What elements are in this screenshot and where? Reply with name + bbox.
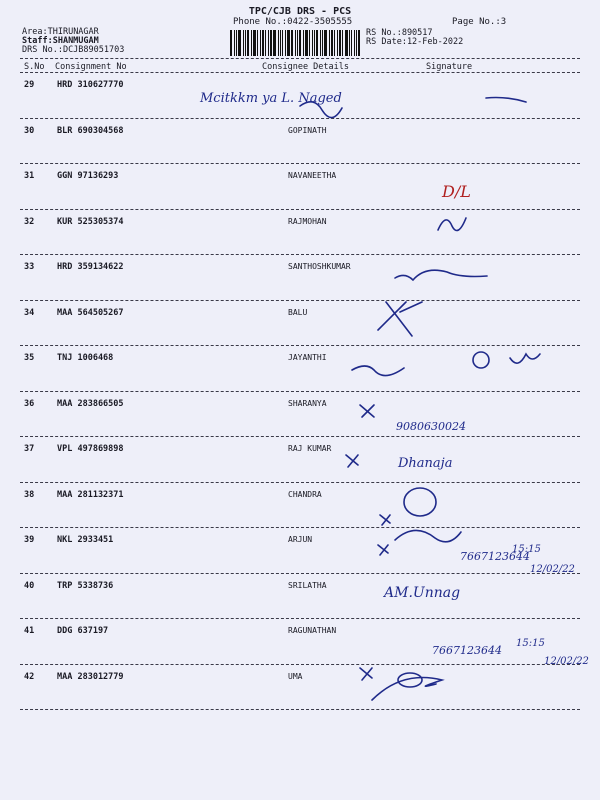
row-sno: 29 (24, 80, 35, 90)
rs-number: RS No.:890517 (366, 28, 433, 38)
barcode-bar (285, 30, 286, 56)
row-sno: 41 (24, 626, 35, 636)
col-consignment: Consignment No (55, 62, 127, 72)
row-divider (20, 118, 580, 119)
row-consignment: GGN 97136293 (57, 171, 119, 181)
barcode-bar (265, 30, 266, 56)
phone-number: Phone No.:0422-3505555 (233, 17, 353, 27)
row-consignment: NKL 2933451 (57, 535, 114, 545)
row-sno: 32 (24, 216, 35, 227)
barcode-bar (234, 30, 235, 56)
barcode-bar (329, 30, 330, 56)
row-consignment: MAA 283866505 (57, 398, 124, 409)
barcode-bar (314, 30, 316, 56)
col-signature: Signature (426, 62, 473, 72)
row-consignment: MAA 283012779 (57, 671, 124, 682)
barcode-bar (243, 30, 244, 56)
row-consignee-name: ARJUN (288, 535, 313, 544)
row-consignment: KUR 525305374 (57, 216, 124, 227)
barcode-bar (236, 30, 237, 56)
row-consignee-name: SANTHOSHKUMAR (288, 262, 351, 271)
row-divider (20, 664, 580, 665)
barcode-bar (358, 30, 360, 56)
col-consignee: Consignee Details (262, 62, 349, 72)
row-divider (20, 527, 580, 528)
sig-39-time: 15:15 (512, 544, 541, 555)
row-divider (20, 436, 580, 437)
barcode-bar (356, 30, 357, 56)
staff-value: :SHANMUGAM (47, 36, 99, 46)
barcode-bar (295, 30, 296, 56)
row-consignee-name: CHANDRA (288, 489, 322, 499)
row-divider (20, 163, 580, 164)
barcode-bar (303, 30, 304, 56)
row-sno: 39 (24, 535, 35, 545)
barcode (230, 30, 362, 56)
row-divider (20, 482, 580, 483)
barcode-bar (245, 30, 247, 56)
row-sno: 33 (24, 262, 35, 272)
row-consignee-name: GOPINATH (288, 125, 327, 135)
row-consignment: MAA 564505267 (57, 307, 124, 318)
sig-39-phone: 7667123644 (460, 550, 530, 563)
sig-37-name: Dhanaja (398, 456, 453, 471)
barcode-bar (320, 30, 321, 56)
barcode-bar (312, 30, 313, 56)
sig-41-phone: 7667123644 (432, 644, 502, 657)
barcode-bar (282, 30, 283, 56)
barcode-bar (268, 30, 269, 56)
drs-value: :DCJB89051703 (57, 45, 125, 55)
barcode-bar (260, 30, 261, 56)
row-divider (20, 391, 580, 392)
row-sno: 40 (24, 580, 35, 591)
row-consignment: HRD 359134622 (57, 262, 124, 272)
row-consignee-name: SHARANYA (288, 398, 327, 408)
row-consignment: DDG 637197 (57, 626, 109, 636)
barcode-bar (278, 30, 279, 56)
row-consignee-name: UMA (288, 671, 303, 681)
column-header-divider (20, 72, 580, 73)
row-consignment: TNJ 1006468 (57, 353, 114, 363)
barcode-bar (291, 30, 293, 56)
sig-41-time: 15:15 (516, 638, 545, 649)
row-sno: 42 (24, 671, 35, 682)
document-title: TPC/CJB DRS - PCS (248, 6, 352, 17)
barcode-bar (322, 30, 323, 56)
barcode-bar (354, 30, 355, 56)
barcode-bar (262, 30, 264, 56)
rs-date: RS Date:12-Feb-2022 (366, 37, 464, 47)
row-sno: 34 (24, 307, 35, 318)
row-sno: 35 (24, 353, 35, 363)
sig-39-date: 12/02/22 (530, 564, 575, 575)
row-consignment: BLR 690304568 (57, 125, 124, 136)
row-sno: 36 (24, 398, 35, 409)
barcode-bar (316, 30, 318, 56)
row-consignee-name: RAJ KUMAR (288, 444, 332, 453)
row-sno: 31 (24, 171, 35, 181)
barcode-bar (270, 30, 272, 56)
row-divider (20, 573, 580, 574)
header-divider (20, 58, 580, 59)
barcode-bar (349, 30, 350, 56)
col-sno: S.No (24, 62, 45, 72)
barcode-bar (299, 30, 301, 56)
row-consignment: TRP 5338736 (57, 580, 114, 591)
row-consignee-name: RAGUNATHAN (288, 626, 337, 635)
barcode-bar (247, 30, 249, 56)
sig-36-phone: 9080630024 (396, 420, 466, 433)
delivered-stamp: D/L (442, 182, 471, 201)
row-consignment: HRD 310627770 (57, 80, 124, 90)
sig-40-text: AM.Unnag (384, 585, 461, 601)
area-label: Area (22, 27, 43, 37)
barcode-bar (251, 30, 252, 56)
row-sno: 37 (24, 444, 35, 454)
sig-41-date: 12/02/22 (544, 656, 589, 667)
row-consignee-name: RAJMOHAN (288, 216, 327, 226)
barcode-bar (339, 30, 341, 56)
barcode-bar (238, 30, 241, 56)
barcode-bar (280, 30, 282, 56)
barcode-bar (351, 30, 353, 56)
barcode-bar (324, 30, 327, 56)
barcode-bar (342, 30, 343, 56)
barcode-bar (253, 30, 256, 56)
barcode-bar (331, 30, 333, 56)
barcode-bar (345, 30, 348, 56)
barcode-bar (230, 30, 232, 56)
staff-label: Staff (22, 36, 48, 46)
drs-line (22, 46, 124, 55)
row-consignment: VPL 497869898 (57, 444, 124, 454)
row-consignee-name: JAYANTHI (288, 353, 327, 362)
area-value: :THIRUNAGAR (42, 27, 99, 37)
barcode-bar (297, 30, 298, 56)
row-consignee-name: NAVANEETHA (288, 171, 337, 180)
row-divider (20, 618, 580, 619)
sig-29-text: Mcitkkm ya L. Naged (200, 91, 342, 106)
row-divider (20, 254, 580, 255)
barcode-bar (257, 30, 258, 56)
barcode-bar (309, 30, 310, 56)
barcode-bar (337, 30, 338, 56)
row-sno: 38 (24, 489, 35, 500)
barcode-bar (334, 30, 335, 56)
page-number: Page No.:3 (452, 17, 507, 27)
row-consignment: MAA 281132371 (57, 489, 124, 500)
barcode-bar (273, 30, 276, 56)
drs-label: DRS No. (22, 45, 58, 55)
row-divider (20, 709, 580, 710)
row-divider (20, 345, 580, 346)
barcode-bar (287, 30, 290, 56)
row-consignee-name: SRILATHA (288, 580, 327, 590)
barcode-bar (305, 30, 308, 56)
row-consignee-name: BALU (288, 307, 308, 317)
row-divider (20, 300, 580, 301)
row-divider (20, 209, 580, 210)
row-sno: 30 (24, 125, 35, 136)
